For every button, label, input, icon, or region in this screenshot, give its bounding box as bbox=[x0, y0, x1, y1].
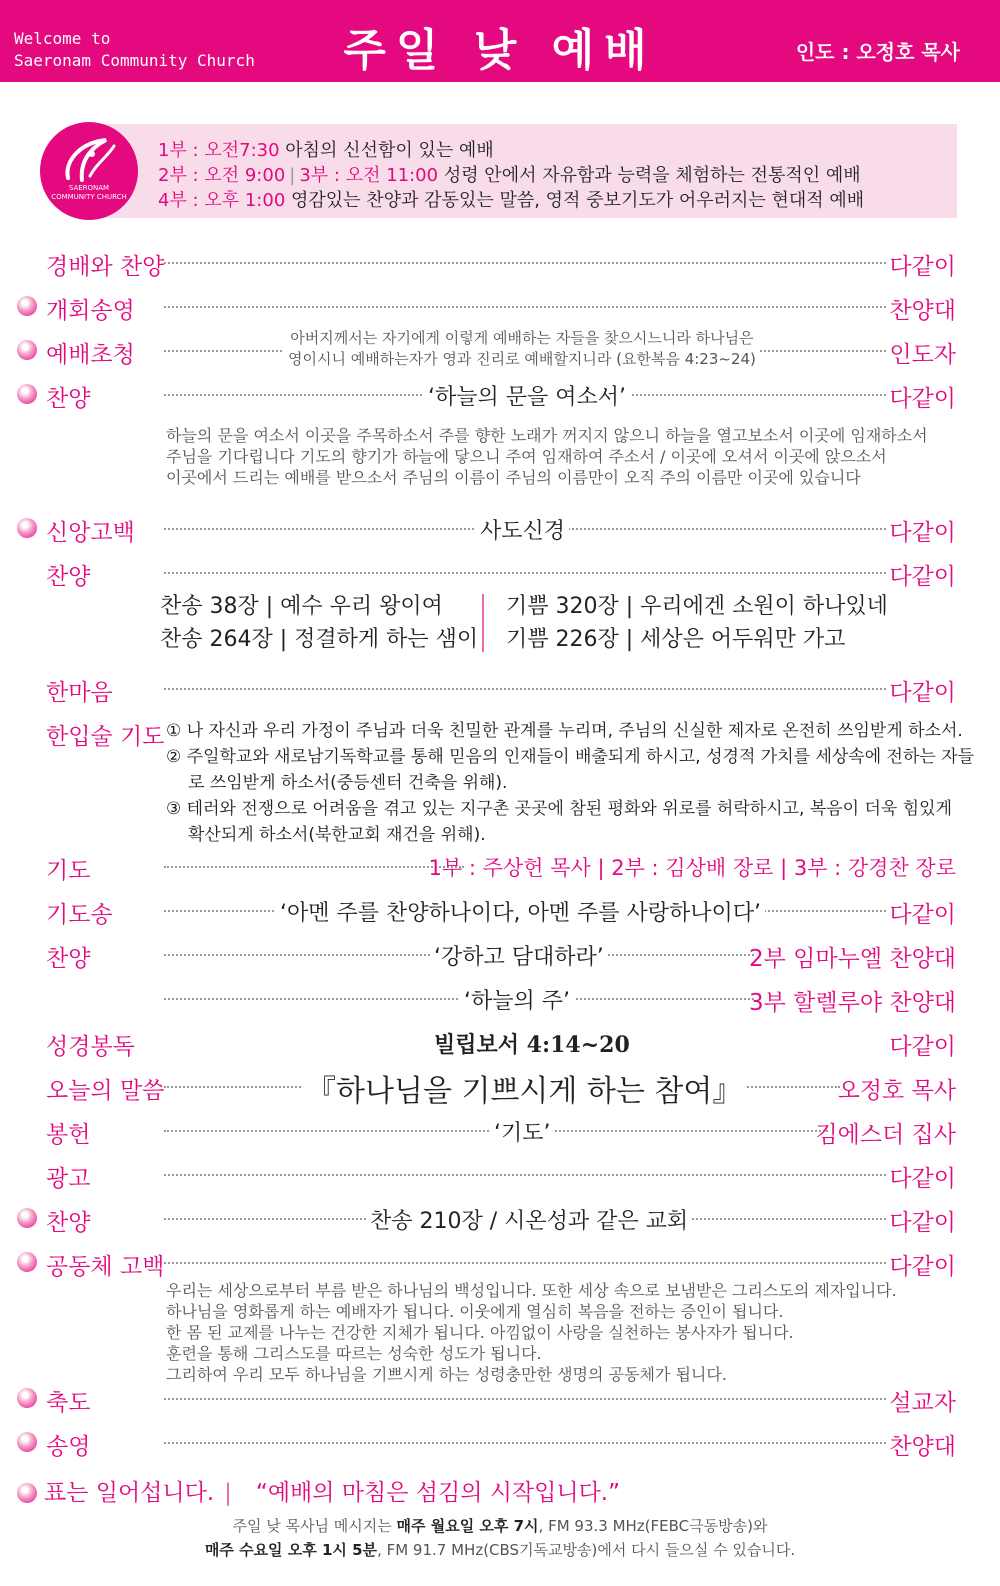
order-praise-worship bbox=[0, 240, 1000, 284]
prayer-item: ① 나 자신과 우리 가정이 주님과 더욱 친밀한 관계를 누리며, 주님의 신실한 제자로 온전히 쓰임받게 하소서. bbox=[166, 721, 963, 741]
broadcast-station: , FM 91.7 MHz(CBS기독교방송)에서 다시 들으실 수 있습니다. bbox=[377, 1541, 796, 1559]
service-4-desc: 영감있는 찬양과 감동있는 말씀, 영적 중보기도가 어우러지는 현대적 예배 bbox=[291, 190, 865, 211]
order-scripture-reading bbox=[0, 1020, 1000, 1064]
order-participant: 다같이 bbox=[889, 902, 956, 928]
order-label: 오늘의 말씀 bbox=[46, 1078, 165, 1104]
prayer-item-cont: 확산되게 하소서(북한교회 재건을 위해). bbox=[188, 825, 486, 845]
scripture-reference: 빌립보서 4:14~20 bbox=[430, 1028, 634, 1059]
prayer-item-cont: 로 쓰임받게 하소서(중등센터 건축을 위해). bbox=[188, 773, 508, 793]
order-choir-3 bbox=[0, 976, 1000, 1020]
welcome-line-2: Saeronam Community Church bbox=[14, 51, 255, 70]
order-label: 봉헌 bbox=[46, 1122, 91, 1148]
order-hymn-3 bbox=[0, 1196, 1000, 1240]
confession-line: 훈련을 통해 그리스도를 따르는 성숙한 성도가 됩니다. bbox=[166, 1344, 542, 1363]
dotted-leader bbox=[164, 262, 886, 264]
hymn-title: ‘하늘의 문을 여소서’ bbox=[424, 380, 630, 411]
sermon-title: 『하나님을 기쁘시게 하는 참여』 bbox=[302, 1066, 746, 1110]
service-3-time: 3부 : 오전 11:00 bbox=[299, 165, 439, 186]
stand-bullet-icon bbox=[17, 518, 37, 538]
lyric-line: 이곳에서 드리는 예배를 받으소서 주님의 이름이 주님의 이름만이 오직 주의 이름만 이곳에 있습니다 bbox=[166, 468, 861, 487]
schedule-service-2-3 bbox=[158, 161, 861, 187]
order-label: 공동체 고백 bbox=[46, 1254, 165, 1280]
order-opening-doxology bbox=[0, 284, 1000, 328]
hymn-item: 기쁨 226장 | 세상은 어두워만 가고 bbox=[506, 627, 846, 652]
order-label: 개회송영 bbox=[46, 298, 135, 324]
stand-bullet-icon bbox=[17, 340, 37, 360]
prayer-song-title: ‘아멘 주를 찬양하나이다, 아멘 주를 사랑하나이다’ bbox=[276, 896, 765, 927]
confession-line: 한 몸 된 교제를 나누는 건강한 지체가 됩니다. 아낌없이 사랑을 실천하는 봉사자가 됩니다. bbox=[166, 1323, 794, 1342]
order-label: 찬양 bbox=[46, 564, 91, 590]
preacher-name: 오정호 목사 bbox=[837, 1078, 956, 1104]
broadcast-text: 주일 낮 목사님 메시지는 bbox=[232, 1517, 397, 1535]
anthem-title: ‘하늘의 주’ bbox=[460, 984, 574, 1015]
hymn-lyrics bbox=[166, 425, 928, 488]
stand-bullet-icon bbox=[17, 1388, 37, 1408]
schedule-service-4 bbox=[158, 186, 864, 212]
hymn-list-left bbox=[160, 590, 478, 656]
service-1-desc: 아침의 신선함이 있는 예배 bbox=[285, 140, 494, 161]
order-label: 축도 bbox=[46, 1390, 91, 1416]
dotted-leader bbox=[164, 1398, 886, 1400]
broadcast-time: 매주 월요일 오후 7시 bbox=[396, 1517, 539, 1535]
dotted-leader bbox=[164, 1442, 886, 1444]
hymn-item: 찬송 264장 | 정결하게 하는 샘이 bbox=[160, 627, 479, 652]
order-hymn-1 bbox=[0, 372, 1000, 416]
order-participant: 설교자 bbox=[889, 1390, 956, 1416]
offering-song: ‘기도’ bbox=[490, 1116, 555, 1147]
stand-bullet-icon bbox=[17, 384, 37, 404]
order-participant: 다같이 bbox=[889, 1034, 956, 1060]
dotted-leader bbox=[164, 688, 886, 690]
order-label: 경배와 찬양 bbox=[46, 254, 165, 280]
hymn-list-right bbox=[506, 590, 888, 656]
logo-text bbox=[40, 184, 138, 202]
broadcast-note-1 bbox=[0, 1514, 1000, 1538]
order-label: 기도송 bbox=[46, 902, 113, 928]
order-participant: 다같이 bbox=[889, 1210, 956, 1236]
welcome-line-1: Welcome to bbox=[14, 29, 111, 48]
lyric-line: 하늘의 문을 여소서 이곳을 주목하소서 주를 향한 노래가 꺼지지 않으니 하늘을 열고보소서 이곳에 임재하소서 bbox=[166, 426, 928, 445]
order-participant: 다같이 bbox=[889, 680, 956, 706]
order-prayer bbox=[0, 844, 1000, 888]
dotted-leader bbox=[164, 998, 754, 1000]
dotted-leader bbox=[164, 866, 464, 868]
scripture-line-1: 아버지께서는 자기에게 이렇게 예배하는 자들을 찾으시느니라 하나님은 bbox=[290, 329, 754, 347]
hymn-divider bbox=[482, 594, 484, 652]
call-to-worship-scripture bbox=[284, 328, 760, 370]
stand-bullet-icon bbox=[17, 1483, 37, 1503]
anthem-title: ‘강하고 담대하라’ bbox=[430, 940, 608, 971]
order-announcements bbox=[0, 1152, 1000, 1196]
order-label: 한입술 기도 bbox=[46, 724, 165, 750]
order-choir-2 bbox=[0, 932, 1000, 976]
page-title: 주일 낮 예배 bbox=[343, 25, 657, 76]
order-one-heart bbox=[0, 666, 1000, 710]
order-label: 광고 bbox=[46, 1166, 91, 1192]
order-community-confession bbox=[0, 1240, 1000, 1284]
order-hymn-2 bbox=[0, 550, 1000, 594]
hymn-list bbox=[160, 590, 920, 656]
church-logo bbox=[40, 122, 138, 220]
order-prayer-song bbox=[0, 888, 1000, 932]
stand-bullet-icon bbox=[17, 296, 37, 316]
order-offering bbox=[0, 1108, 1000, 1152]
footer-separator: | bbox=[224, 1480, 232, 1506]
confession-line: 그리하여 우리 모두 하나님을 기쁘시게 하는 성령충만한 생명의 공동체가 됩니다. bbox=[166, 1365, 727, 1384]
broadcast-time: 매주 수요일 오후 1시 5분 bbox=[204, 1541, 378, 1559]
lyric-line: 주님을 기다립니다 기도의 향기가 하늘에 닿으니 주여 임재하여 주소서 / 이곳에 오셔서 이곳에 앉으소서 bbox=[166, 447, 887, 466]
hymn-item: 기쁨 320장 | 우리에겐 소원이 하나있네 bbox=[506, 594, 888, 619]
scripture-line-2: 영이시니 예배하는자가 영과 진리로 예배할지니라 (요한복음 4:23~24) bbox=[288, 350, 756, 368]
closing-quote: “예배의 마침은 섬김의 시작입니다.” bbox=[255, 1480, 621, 1506]
order-participant: 인도자 bbox=[889, 342, 956, 368]
order-label: 송영 bbox=[46, 1434, 91, 1460]
footer-legend bbox=[44, 1474, 620, 1507]
choir-name: 2부 임마누엘 찬양대 bbox=[749, 946, 956, 972]
order-participant: 찬양대 bbox=[889, 1434, 956, 1460]
order-label: 기도 bbox=[46, 858, 91, 884]
order-participant: 다같이 bbox=[889, 1166, 956, 1192]
order-participant: 다같이 bbox=[889, 1254, 956, 1280]
order-sermon bbox=[0, 1064, 1000, 1108]
service-4-time: 4부 : 오후 1:00 bbox=[158, 190, 286, 211]
prayer-item: ② 주일학교와 새로남기독학교를 통해 믿음의 인재들이 배출되게 하시고, 성경적 가치를 세상속에 전하는 자들 bbox=[166, 747, 975, 767]
community-confession-text bbox=[166, 1280, 897, 1385]
prayer-leaders: 1부 : 주상헌 목사 | 2부 : 김상배 장로 | 3부 : 강경찬 장로 bbox=[428, 856, 956, 880]
order-participant: 다같이 bbox=[889, 386, 956, 412]
broadcast-note-2 bbox=[0, 1538, 1000, 1562]
schedule-service-1 bbox=[158, 136, 494, 162]
order-participant: 다같이 bbox=[889, 564, 956, 590]
stand-legend: 표는 일어섭니다. bbox=[44, 1480, 215, 1506]
order-participant: 다같이 bbox=[889, 254, 956, 280]
hymn-item: 찬송 38장 | 예수 우리 왕이여 bbox=[160, 594, 443, 619]
order-doxology bbox=[0, 1420, 1000, 1464]
worship-leader: 인도 : 오정호 목사 bbox=[795, 40, 960, 64]
dotted-leader bbox=[164, 572, 886, 574]
service-2-time: 2부 : 오전 9:00 bbox=[158, 165, 286, 186]
prayer-item: ③ 테러와 전쟁으로 어려움을 겪고 있는 지구촌 곳곳에 참된 평화와 위로를 허락하시고, 복음이 더욱 힘있게 bbox=[166, 799, 953, 819]
order-label: 성경봉독 bbox=[46, 1034, 135, 1060]
creed-title: 사도신경 bbox=[476, 514, 569, 545]
order-label: 한마음 bbox=[46, 680, 113, 706]
service-2-3-desc: 성령 안에서 자유함과 능력을 체험하는 전통적인 예배 bbox=[443, 165, 861, 186]
order-creed bbox=[0, 506, 1000, 550]
order-benediction bbox=[0, 1376, 1000, 1420]
dotted-leader bbox=[164, 1262, 886, 1264]
service-1-time: 1부 : 오전7:30 bbox=[158, 140, 280, 161]
dotted-leader bbox=[164, 306, 886, 308]
order-label: 신앙고백 bbox=[46, 520, 135, 546]
order-participant: 찬양대 bbox=[889, 298, 956, 324]
church-logo-icon bbox=[60, 136, 118, 186]
confession-line: 우리는 세상으로부터 부름 받은 하나님의 백성입니다. 또한 세상 속으로 보냄받은 그리스도의 제자입니다. bbox=[166, 1281, 897, 1300]
order-label: 찬양 bbox=[46, 1210, 91, 1236]
stand-bullet-icon bbox=[17, 1208, 37, 1228]
stand-bullet-icon bbox=[17, 1432, 37, 1452]
offering-leader: 김에스더 집사 bbox=[815, 1122, 956, 1148]
order-participant: 다같이 bbox=[889, 520, 956, 546]
choir-name: 3부 할렐루야 찬양대 bbox=[749, 990, 956, 1016]
unison-prayer-list bbox=[166, 718, 975, 848]
stand-bullet-icon bbox=[17, 1252, 37, 1272]
order-label: 예배초청 bbox=[46, 342, 135, 368]
closing-hymn: 찬송 210장 / 시온성과 같은 교회 bbox=[366, 1204, 692, 1235]
service-separator: | bbox=[289, 165, 296, 186]
order-label: 찬양 bbox=[46, 946, 91, 972]
logo-text-line-1: SAERONAM bbox=[68, 184, 110, 192]
logo-text-line-2: COMMUNITY CHURCH bbox=[51, 193, 127, 201]
header-bar bbox=[0, 0, 1000, 82]
confession-line: 하나님을 영화롭게 하는 예배자가 됩니다. 이웃에게 열심히 복음을 전하는 증인이 됩니다. bbox=[166, 1302, 784, 1321]
order-label: 찬양 bbox=[46, 386, 91, 412]
dotted-leader bbox=[164, 1174, 886, 1176]
broadcast-station: , FM 93.3 MHz(FEBC극동방송)와 bbox=[538, 1517, 768, 1535]
